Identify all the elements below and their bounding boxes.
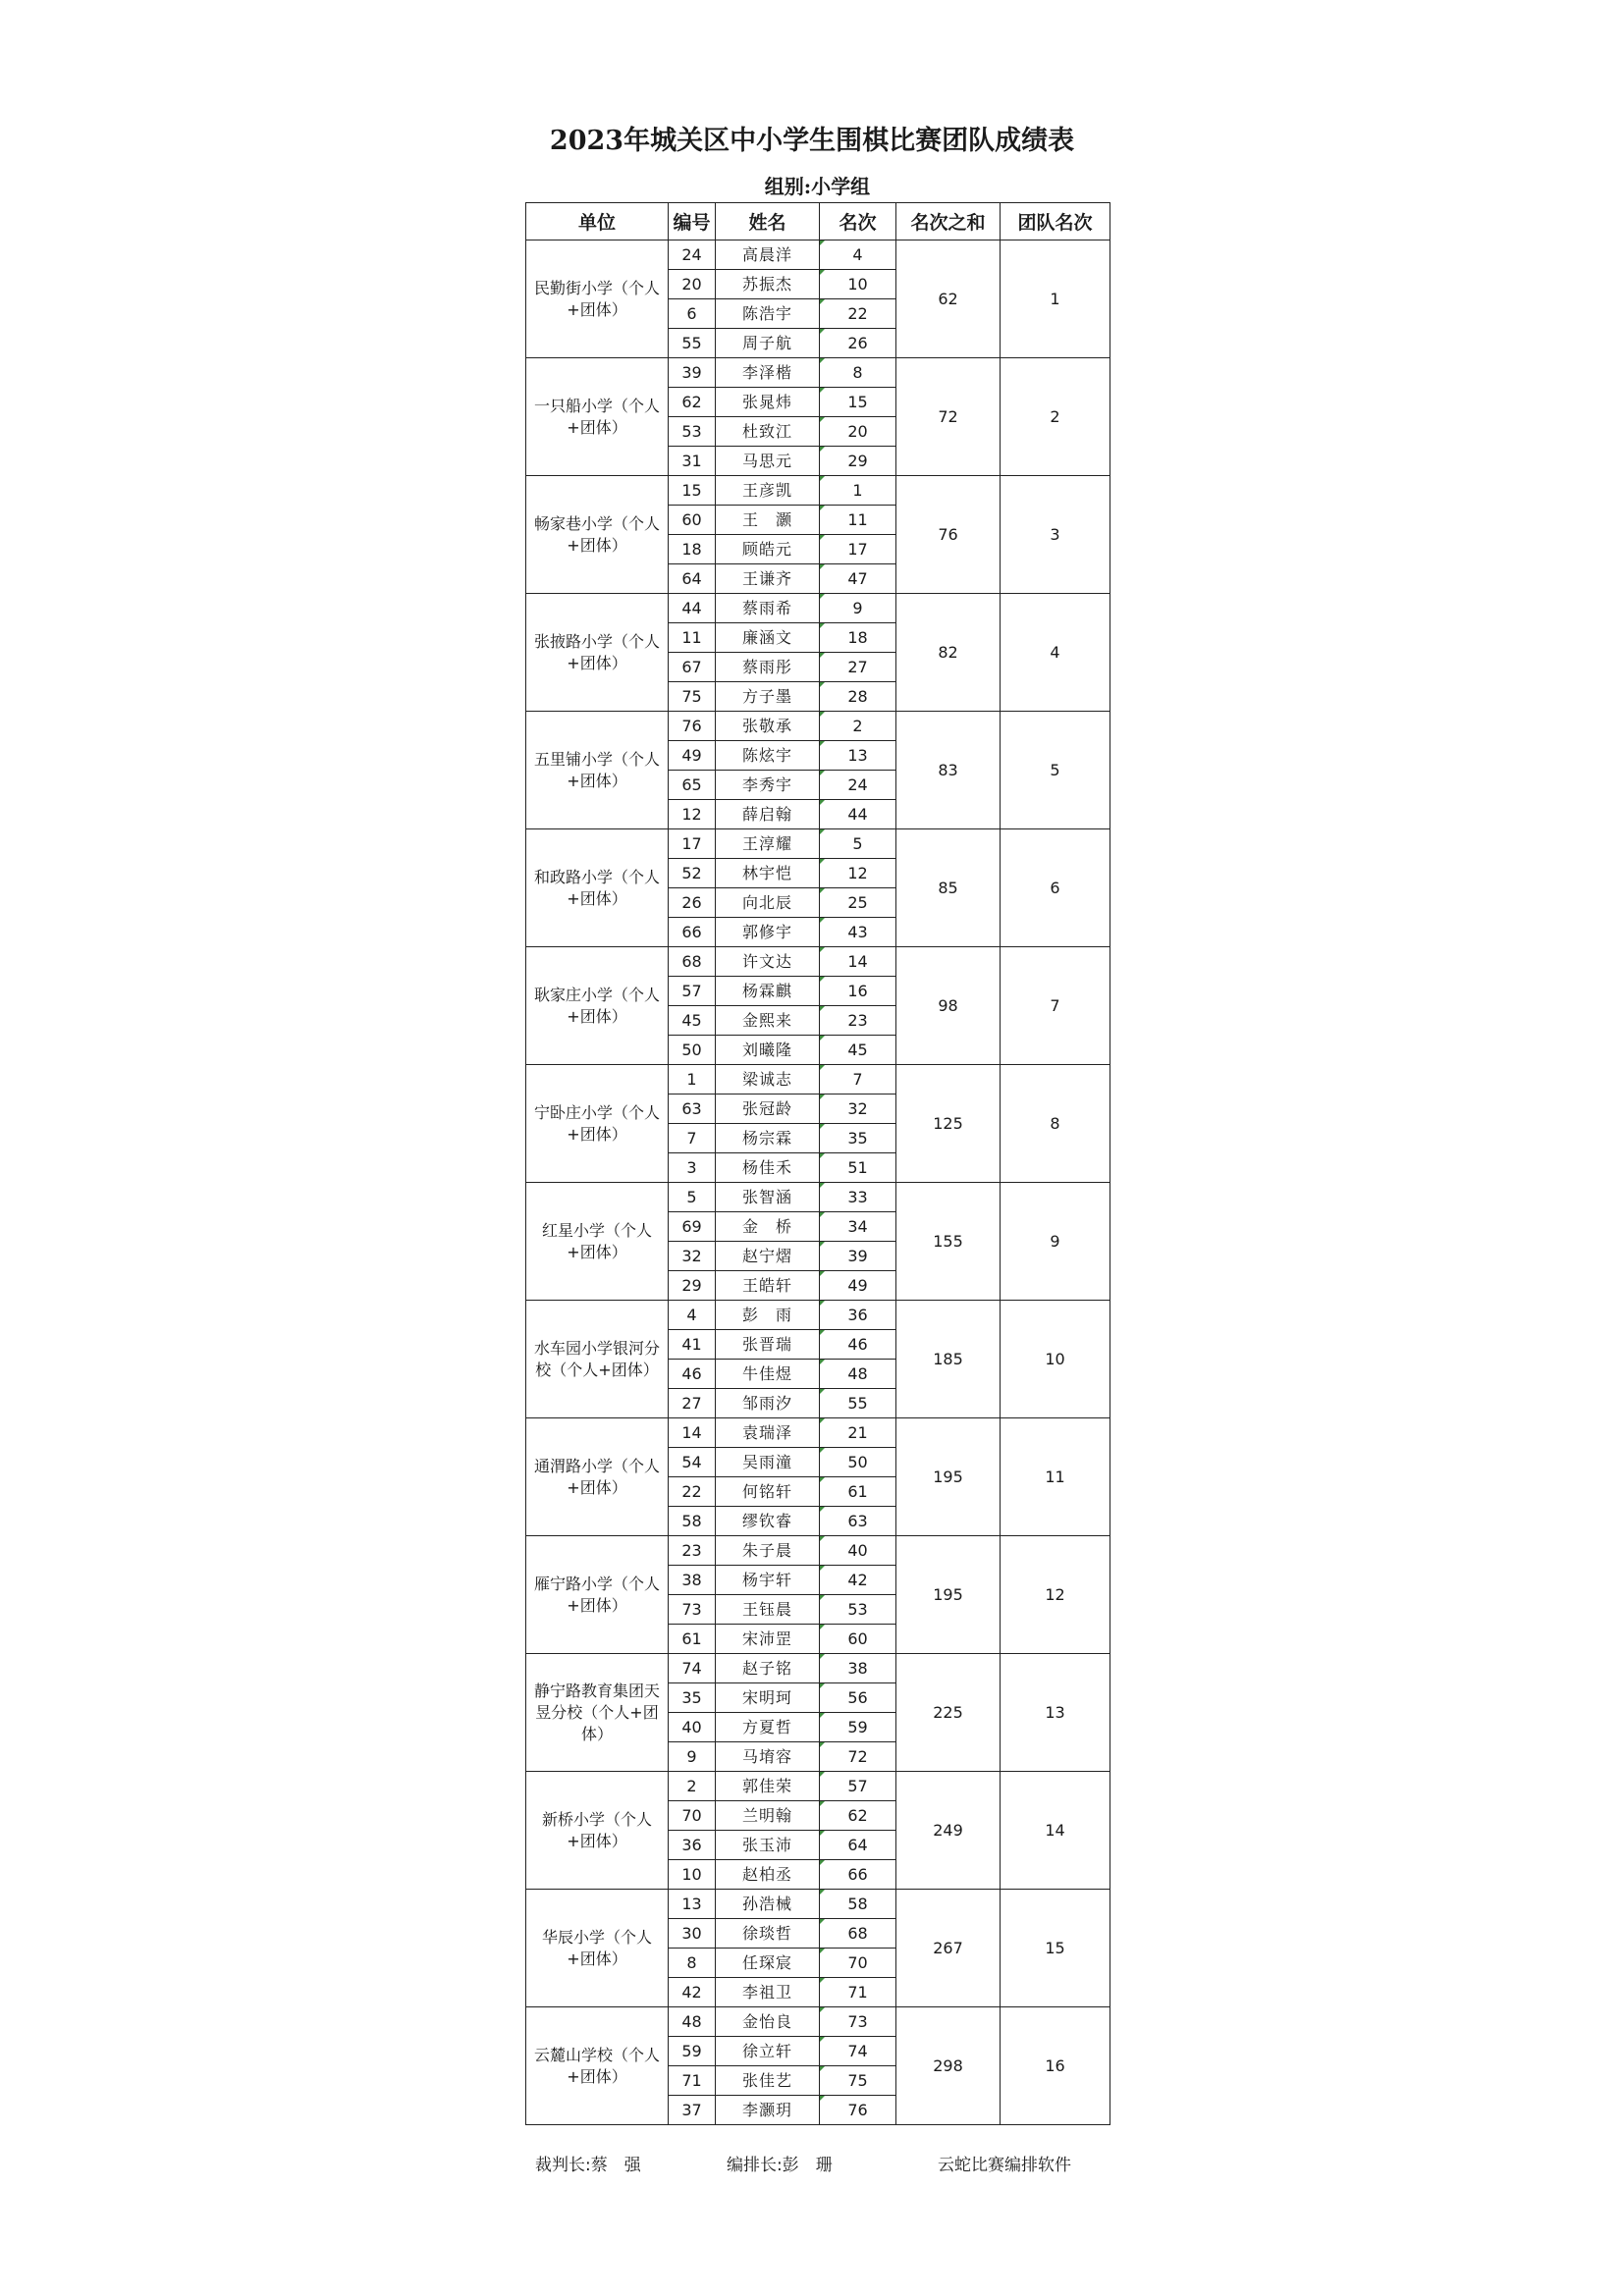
header-number: 编号 bbox=[669, 203, 716, 240]
player-number-cell: 74 bbox=[669, 1654, 716, 1683]
group-label: 组别:小学组 bbox=[764, 175, 871, 198]
player-name-cell: 许文达 bbox=[716, 947, 820, 977]
player-name-cell: 梁诚志 bbox=[716, 1065, 820, 1095]
player-number-cell: 11 bbox=[669, 623, 716, 653]
player-rank-cell: 15 bbox=[820, 388, 896, 417]
table-header-row bbox=[526, 203, 1110, 240]
player-number-cell: 15 bbox=[669, 476, 716, 506]
player-number-cell: 69 bbox=[669, 1212, 716, 1242]
player-number-cell: 36 bbox=[669, 1831, 716, 1860]
team-unit-cell: 云麓山学校（个人+团体） bbox=[526, 2007, 669, 2125]
team-results-table bbox=[525, 202, 1110, 2125]
team-rank-cell: 3 bbox=[1001, 476, 1110, 594]
rank-sum-cell: 225 bbox=[896, 1654, 1001, 1772]
player-number-cell: 68 bbox=[669, 947, 716, 977]
player-number-cell: 60 bbox=[669, 506, 716, 535]
team-rank-cell: 15 bbox=[1001, 1890, 1110, 2007]
player-number-cell: 62 bbox=[669, 388, 716, 417]
player-name-cell: 张智涵 bbox=[716, 1183, 820, 1212]
player-name-cell: 王谦齐 bbox=[716, 564, 820, 594]
player-number-cell: 40 bbox=[669, 1713, 716, 1742]
player-number-cell: 52 bbox=[669, 859, 716, 888]
player-name-cell: 向北辰 bbox=[716, 888, 820, 918]
player-rank-cell: 61 bbox=[820, 1477, 896, 1507]
player-name-cell: 刘曦隆 bbox=[716, 1036, 820, 1065]
player-name-cell: 陈炫宇 bbox=[716, 741, 820, 771]
player-rank-cell: 29 bbox=[820, 447, 896, 476]
player-number-cell: 54 bbox=[669, 1448, 716, 1477]
player-name-cell: 李灏玥 bbox=[716, 2096, 820, 2125]
player-number-cell: 12 bbox=[669, 800, 716, 829]
player-rank-cell: 11 bbox=[820, 506, 896, 535]
player-rank-cell: 58 bbox=[820, 1890, 896, 1919]
player-rank-cell: 76 bbox=[820, 2096, 896, 2125]
team-unit-cell: 民勤街小学（个人+团体） bbox=[526, 240, 669, 358]
team-unit-cell: 张掖路小学（个人+团体） bbox=[526, 594, 669, 712]
player-name-cell: 王 灏 bbox=[716, 506, 820, 535]
player-rank-cell: 35 bbox=[820, 1124, 896, 1153]
table-row bbox=[526, 1065, 1110, 1095]
player-rank-cell: 39 bbox=[820, 1242, 896, 1271]
player-rank-cell: 14 bbox=[820, 947, 896, 977]
table-row bbox=[526, 1183, 1110, 1212]
player-number-cell: 41 bbox=[669, 1330, 716, 1360]
player-number-cell: 14 bbox=[669, 1418, 716, 1448]
player-rank-cell: 42 bbox=[820, 1566, 896, 1595]
rank-sum-cell: 155 bbox=[896, 1183, 1001, 1301]
player-name-cell: 王淳耀 bbox=[716, 829, 820, 859]
player-name-cell: 赵柏丞 bbox=[716, 1860, 820, 1890]
player-rank-cell: 56 bbox=[820, 1683, 896, 1713]
player-rank-cell: 51 bbox=[820, 1153, 896, 1183]
player-name-cell: 杜致江 bbox=[716, 417, 820, 447]
player-rank-cell: 13 bbox=[820, 741, 896, 771]
team-unit-cell: 新桥小学（个人+团体） bbox=[526, 1772, 669, 1890]
player-rank-cell: 20 bbox=[820, 417, 896, 447]
table-row bbox=[526, 240, 1110, 270]
player-rank-cell: 63 bbox=[820, 1507, 896, 1536]
player-name-cell: 孙浩械 bbox=[716, 1890, 820, 1919]
player-number-cell: 46 bbox=[669, 1360, 716, 1389]
table-row bbox=[526, 358, 1110, 388]
player-name-cell: 李秀宇 bbox=[716, 771, 820, 800]
table-row bbox=[526, 1301, 1110, 1330]
team-rank-cell: 7 bbox=[1001, 947, 1110, 1065]
team-rank-cell: 8 bbox=[1001, 1065, 1110, 1183]
player-number-cell: 7 bbox=[669, 1124, 716, 1153]
player-name-cell: 张晋瑞 bbox=[716, 1330, 820, 1360]
team-rank-cell: 9 bbox=[1001, 1183, 1110, 1301]
player-number-cell: 45 bbox=[669, 1006, 716, 1036]
player-name-cell: 张敬承 bbox=[716, 712, 820, 741]
header-name: 姓名 bbox=[716, 203, 820, 240]
player-number-cell: 6 bbox=[669, 299, 716, 329]
team-unit-cell: 通渭路小学（个人+团体） bbox=[526, 1418, 669, 1536]
player-name-cell: 周子航 bbox=[716, 329, 820, 358]
player-name-cell: 邹雨汐 bbox=[716, 1389, 820, 1418]
player-rank-cell: 28 bbox=[820, 682, 896, 712]
team-rank-cell: 6 bbox=[1001, 829, 1110, 947]
table-row bbox=[526, 712, 1110, 741]
player-number-cell: 23 bbox=[669, 1536, 716, 1566]
player-name-cell: 缪钦睿 bbox=[716, 1507, 820, 1536]
player-number-cell: 8 bbox=[669, 1949, 716, 1978]
player-name-cell: 马思元 bbox=[716, 447, 820, 476]
player-number-cell: 31 bbox=[669, 447, 716, 476]
player-rank-cell: 8 bbox=[820, 358, 896, 388]
player-name-cell: 张冠龄 bbox=[716, 1095, 820, 1124]
player-rank-cell: 57 bbox=[820, 1772, 896, 1801]
player-number-cell: 76 bbox=[669, 712, 716, 741]
player-rank-cell: 33 bbox=[820, 1183, 896, 1212]
player-name-cell: 杨霖麒 bbox=[716, 977, 820, 1006]
player-number-cell: 3 bbox=[669, 1153, 716, 1183]
rank-sum-cell: 195 bbox=[896, 1418, 1001, 1536]
rank-sum-cell: 62 bbox=[896, 240, 1001, 358]
player-name-cell: 陈浩宇 bbox=[716, 299, 820, 329]
table-row bbox=[526, 1654, 1110, 1683]
player-rank-cell: 47 bbox=[820, 564, 896, 594]
chief-scheduler: 编排长:彭 珊 bbox=[727, 2156, 833, 2175]
player-rank-cell: 23 bbox=[820, 1006, 896, 1036]
player-number-cell: 24 bbox=[669, 240, 716, 270]
player-rank-cell: 12 bbox=[820, 859, 896, 888]
player-name-cell: 吴雨潼 bbox=[716, 1448, 820, 1477]
player-number-cell: 35 bbox=[669, 1683, 716, 1713]
player-name-cell: 朱子晨 bbox=[716, 1536, 820, 1566]
player-rank-cell: 2 bbox=[820, 712, 896, 741]
player-rank-cell: 59 bbox=[820, 1713, 896, 1742]
player-number-cell: 44 bbox=[669, 594, 716, 623]
rank-sum-cell: 98 bbox=[896, 947, 1001, 1065]
player-name-cell: 金怡良 bbox=[716, 2007, 820, 2037]
team-unit-cell: 静宁路教育集团天昱分校（个人+团体） bbox=[526, 1654, 669, 1772]
player-name-cell: 杨佳禾 bbox=[716, 1153, 820, 1183]
player-name-cell: 牛佳煜 bbox=[716, 1360, 820, 1389]
rank-sum-cell: 125 bbox=[896, 1065, 1001, 1183]
player-number-cell: 38 bbox=[669, 1566, 716, 1595]
team-rank-cell: 12 bbox=[1001, 1536, 1110, 1654]
player-rank-cell: 72 bbox=[820, 1742, 896, 1772]
player-name-cell: 王彦凯 bbox=[716, 476, 820, 506]
player-rank-cell: 71 bbox=[820, 1978, 896, 2007]
player-rank-cell: 40 bbox=[820, 1536, 896, 1566]
player-name-cell: 高晨洋 bbox=[716, 240, 820, 270]
player-number-cell: 61 bbox=[669, 1625, 716, 1654]
team-unit-cell: 宁卧庄小学（个人+团体） bbox=[526, 1065, 669, 1183]
player-rank-cell: 66 bbox=[820, 1860, 896, 1890]
software-credit: 云蛇比赛编排软件 bbox=[938, 2156, 1071, 2175]
player-rank-cell: 53 bbox=[820, 1595, 896, 1625]
header-unit: 单位 bbox=[526, 203, 669, 240]
player-name-cell: 马堉容 bbox=[716, 1742, 820, 1772]
player-rank-cell: 25 bbox=[820, 888, 896, 918]
player-rank-cell: 16 bbox=[820, 977, 896, 1006]
player-number-cell: 71 bbox=[669, 2066, 716, 2096]
rank-sum-cell: 83 bbox=[896, 712, 1001, 829]
player-number-cell: 66 bbox=[669, 918, 716, 947]
player-name-cell: 李祖卫 bbox=[716, 1978, 820, 2007]
document-title: 2023年城关区中小学生围棋比赛团队成绩表 bbox=[549, 126, 1075, 156]
team-unit-cell: 耿家庄小学（个人+团体） bbox=[526, 947, 669, 1065]
player-name-cell: 蔡雨希 bbox=[716, 594, 820, 623]
player-number-cell: 48 bbox=[669, 2007, 716, 2037]
player-number-cell: 63 bbox=[669, 1095, 716, 1124]
team-rank-cell: 1 bbox=[1001, 240, 1110, 358]
player-rank-cell: 75 bbox=[820, 2066, 896, 2096]
team-unit-cell: 和政路小学（个人+团体） bbox=[526, 829, 669, 947]
player-number-cell: 70 bbox=[669, 1801, 716, 1831]
rank-sum-cell: 82 bbox=[896, 594, 1001, 712]
player-rank-cell: 34 bbox=[820, 1212, 896, 1242]
team-unit-cell: 畅家巷小学（个人+团体） bbox=[526, 476, 669, 594]
player-rank-cell: 38 bbox=[820, 1654, 896, 1683]
player-number-cell: 42 bbox=[669, 1978, 716, 2007]
team-rank-cell: 5 bbox=[1001, 712, 1110, 829]
team-rank-cell: 11 bbox=[1001, 1418, 1110, 1536]
table-row bbox=[526, 1890, 1110, 1919]
player-number-cell: 10 bbox=[669, 1860, 716, 1890]
player-name-cell: 方子墨 bbox=[716, 682, 820, 712]
player-name-cell: 任琛宸 bbox=[716, 1949, 820, 1978]
player-number-cell: 17 bbox=[669, 829, 716, 859]
player-name-cell: 张晁炜 bbox=[716, 388, 820, 417]
player-number-cell: 65 bbox=[669, 771, 716, 800]
player-number-cell: 58 bbox=[669, 1507, 716, 1536]
player-rank-cell: 73 bbox=[820, 2007, 896, 2037]
player-name-cell: 苏振杰 bbox=[716, 270, 820, 299]
player-rank-cell: 36 bbox=[820, 1301, 896, 1330]
player-number-cell: 22 bbox=[669, 1477, 716, 1507]
table-row bbox=[526, 594, 1110, 623]
player-name-cell: 郭佳荣 bbox=[716, 1772, 820, 1801]
signature-footer bbox=[525, 2154, 1110, 2177]
player-number-cell: 50 bbox=[669, 1036, 716, 1065]
player-rank-cell: 27 bbox=[820, 653, 896, 682]
team-rank-cell: 10 bbox=[1001, 1301, 1110, 1418]
player-rank-cell: 68 bbox=[820, 1919, 896, 1949]
rank-sum-cell: 195 bbox=[896, 1536, 1001, 1654]
player-name-cell: 兰明翰 bbox=[716, 1801, 820, 1831]
player-rank-cell: 4 bbox=[820, 240, 896, 270]
player-name-cell: 王钰晨 bbox=[716, 1595, 820, 1625]
table-row bbox=[526, 1536, 1110, 1566]
player-name-cell: 顾皓元 bbox=[716, 535, 820, 564]
chief-judge: 裁判长:蔡 强 bbox=[535, 2156, 641, 2175]
player-number-cell: 13 bbox=[669, 1890, 716, 1919]
player-rank-cell: 60 bbox=[820, 1625, 896, 1654]
player-name-cell: 徐琰哲 bbox=[716, 1919, 820, 1949]
team-unit-cell: 水车园小学银河分校（个人+团体） bbox=[526, 1301, 669, 1418]
player-name-cell: 张玉沛 bbox=[716, 1831, 820, 1860]
player-rank-cell: 9 bbox=[820, 594, 896, 623]
player-rank-cell: 48 bbox=[820, 1360, 896, 1389]
player-number-cell: 18 bbox=[669, 535, 716, 564]
player-rank-cell: 1 bbox=[820, 476, 896, 506]
player-rank-cell: 7 bbox=[820, 1065, 896, 1095]
team-rank-cell: 2 bbox=[1001, 358, 1110, 476]
rank-sum-cell: 267 bbox=[896, 1890, 1001, 2007]
player-rank-cell: 49 bbox=[820, 1271, 896, 1301]
player-name-cell: 赵子铭 bbox=[716, 1654, 820, 1683]
team-rank-cell: 14 bbox=[1001, 1772, 1110, 1890]
player-number-cell: 32 bbox=[669, 1242, 716, 1271]
table-row bbox=[526, 947, 1110, 977]
player-name-cell: 郭修宇 bbox=[716, 918, 820, 947]
player-rank-cell: 55 bbox=[820, 1389, 896, 1418]
table-row bbox=[526, 1418, 1110, 1448]
player-name-cell: 李泽楷 bbox=[716, 358, 820, 388]
rank-sum-cell: 76 bbox=[896, 476, 1001, 594]
team-rank-cell: 4 bbox=[1001, 594, 1110, 712]
player-name-cell: 彭 雨 bbox=[716, 1301, 820, 1330]
player-name-cell: 杨宇轩 bbox=[716, 1566, 820, 1595]
player-number-cell: 4 bbox=[669, 1301, 716, 1330]
player-number-cell: 55 bbox=[669, 329, 716, 358]
rank-sum-cell: 298 bbox=[896, 2007, 1001, 2125]
player-name-cell: 金 桥 bbox=[716, 1212, 820, 1242]
header-rank-sum: 名次之和 bbox=[896, 203, 1001, 240]
player-name-cell: 廉涵文 bbox=[716, 623, 820, 653]
player-number-cell: 1 bbox=[669, 1065, 716, 1095]
player-number-cell: 30 bbox=[669, 1919, 716, 1949]
team-rank-cell: 13 bbox=[1001, 1654, 1110, 1772]
player-rank-cell: 17 bbox=[820, 535, 896, 564]
player-name-cell: 杨宗霖 bbox=[716, 1124, 820, 1153]
player-rank-cell: 74 bbox=[820, 2037, 896, 2066]
player-rank-cell: 22 bbox=[820, 299, 896, 329]
player-name-cell: 方夏哲 bbox=[716, 1713, 820, 1742]
player-number-cell: 67 bbox=[669, 653, 716, 682]
rank-sum-cell: 249 bbox=[896, 1772, 1001, 1890]
player-rank-cell: 5 bbox=[820, 829, 896, 859]
player-name-cell: 林宇恺 bbox=[716, 859, 820, 888]
player-rank-cell: 50 bbox=[820, 1448, 896, 1477]
rank-sum-cell: 72 bbox=[896, 358, 1001, 476]
player-number-cell: 20 bbox=[669, 270, 716, 299]
player-rank-cell: 45 bbox=[820, 1036, 896, 1065]
player-name-cell: 宋沛罡 bbox=[716, 1625, 820, 1654]
player-rank-cell: 44 bbox=[820, 800, 896, 829]
player-name-cell: 宋明珂 bbox=[716, 1683, 820, 1713]
player-name-cell: 袁瑞泽 bbox=[716, 1418, 820, 1448]
player-name-cell: 徐立轩 bbox=[716, 2037, 820, 2066]
team-unit-cell: 红星小学（个人+团体） bbox=[526, 1183, 669, 1301]
table-row bbox=[526, 476, 1110, 506]
player-name-cell: 薛启翰 bbox=[716, 800, 820, 829]
player-name-cell: 蔡雨彤 bbox=[716, 653, 820, 682]
player-number-cell: 75 bbox=[669, 682, 716, 712]
player-rank-cell: 18 bbox=[820, 623, 896, 653]
player-rank-cell: 46 bbox=[820, 1330, 896, 1360]
table-body bbox=[526, 240, 1110, 2125]
player-number-cell: 59 bbox=[669, 2037, 716, 2066]
player-rank-cell: 32 bbox=[820, 1095, 896, 1124]
player-number-cell: 57 bbox=[669, 977, 716, 1006]
player-name-cell: 张佳艺 bbox=[716, 2066, 820, 2096]
player-rank-cell: 43 bbox=[820, 918, 896, 947]
rank-sum-cell: 185 bbox=[896, 1301, 1001, 1418]
player-number-cell: 73 bbox=[669, 1595, 716, 1625]
player-name-cell: 赵宁熠 bbox=[716, 1242, 820, 1271]
player-rank-cell: 24 bbox=[820, 771, 896, 800]
player-number-cell: 5 bbox=[669, 1183, 716, 1212]
player-number-cell: 49 bbox=[669, 741, 716, 771]
table-row bbox=[526, 829, 1110, 859]
table-row bbox=[526, 1772, 1110, 1801]
player-number-cell: 39 bbox=[669, 358, 716, 388]
header-team-rank: 团队名次 bbox=[1001, 203, 1110, 240]
team-unit-cell: 五里铺小学（个人+团体） bbox=[526, 712, 669, 829]
player-number-cell: 53 bbox=[669, 417, 716, 447]
player-number-cell: 29 bbox=[669, 1271, 716, 1301]
player-number-cell: 26 bbox=[669, 888, 716, 918]
player-number-cell: 27 bbox=[669, 1389, 716, 1418]
player-name-cell: 何铭轩 bbox=[716, 1477, 820, 1507]
player-rank-cell: 70 bbox=[820, 1949, 896, 1978]
player-rank-cell: 62 bbox=[820, 1801, 896, 1831]
team-unit-cell: 一只船小学（个人+团体） bbox=[526, 358, 669, 476]
header-rank: 名次 bbox=[820, 203, 896, 240]
player-rank-cell: 64 bbox=[820, 1831, 896, 1860]
player-rank-cell: 10 bbox=[820, 270, 896, 299]
player-rank-cell: 21 bbox=[820, 1418, 896, 1448]
player-rank-cell: 26 bbox=[820, 329, 896, 358]
player-name-cell: 金熙来 bbox=[716, 1006, 820, 1036]
team-unit-cell: 雁宁路小学（个人+团体） bbox=[526, 1536, 669, 1654]
player-number-cell: 9 bbox=[669, 1742, 716, 1772]
player-number-cell: 64 bbox=[669, 564, 716, 594]
rank-sum-cell: 85 bbox=[896, 829, 1001, 947]
team-rank-cell: 16 bbox=[1001, 2007, 1110, 2125]
team-unit-cell: 华辰小学（个人+团体） bbox=[526, 1890, 669, 2007]
player-number-cell: 2 bbox=[669, 1772, 716, 1801]
table-row bbox=[526, 2007, 1110, 2037]
player-number-cell: 37 bbox=[669, 2096, 716, 2125]
player-name-cell: 王皓轩 bbox=[716, 1271, 820, 1301]
